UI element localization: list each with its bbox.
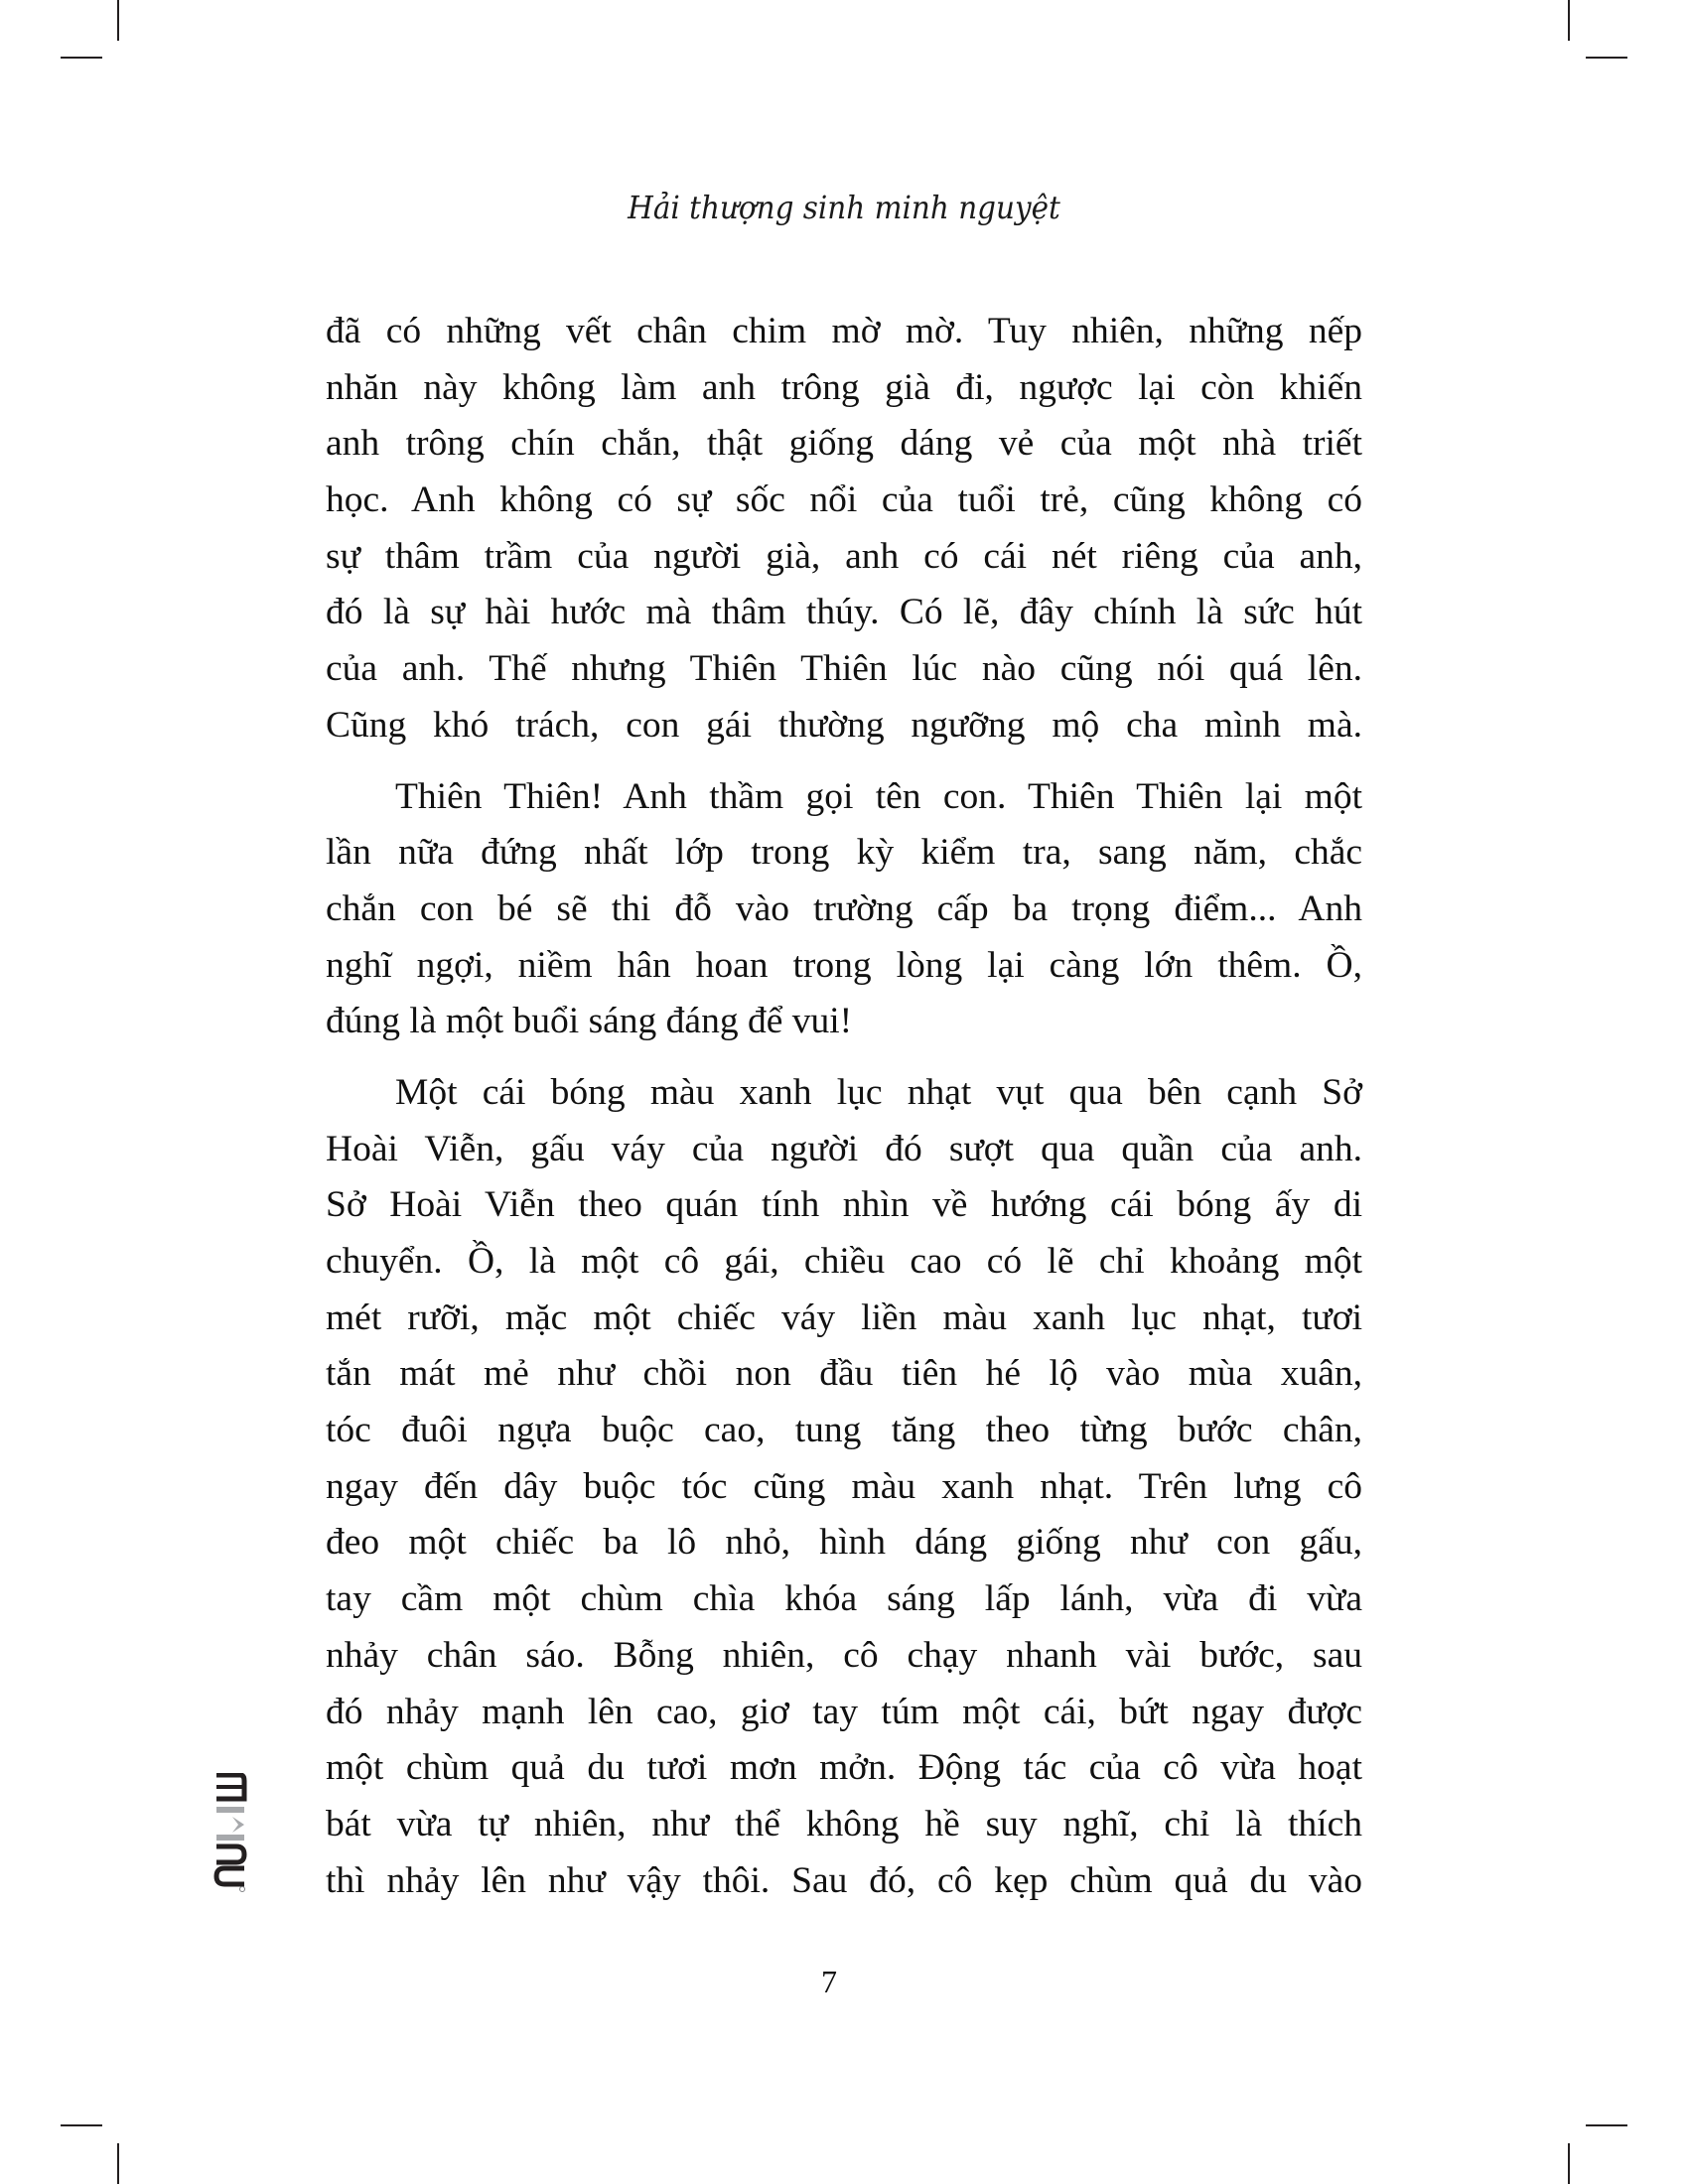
text-line: Cũng khó trách, con gái thường ngưỡng mộ cha mình mà. xyxy=(326,704,1362,746)
text-line: bát vừa tự nhiên, như thể không hề suy nghĩ, chỉ là thích xyxy=(326,1803,1362,1844)
text-line: ngay đến dây buộc tóc cũng màu xanh nhạt. Trên lưng cô xyxy=(326,1465,1362,1507)
text-line: nhăn này không làm anh trông già đi, ngược lại còn khiến xyxy=(326,366,1362,408)
paragraph xyxy=(326,304,1362,754)
text-line: một chùm quả du tươi mơn mởn. Động tác của cô vừa hoạt xyxy=(326,1747,1362,1789)
text-line: đó nhảy mạnh lên cao, giơ tay túm một cái, bứt ngay được xyxy=(326,1691,1362,1732)
text-line: đúng là một buổi sáng đáng để vui! xyxy=(326,1001,853,1042)
text-line: tóc đuôi ngựa buộc cao, tung tăng theo từng bước chân, xyxy=(326,1410,1362,1451)
text-line: chắn con bé sẽ thi đỗ vào trường cấp ba trọng điểm... Anh xyxy=(326,887,1362,929)
crop-mark-top-right-horizontal xyxy=(1586,57,1627,59)
crop-mark-bottom-right-horizontal xyxy=(1586,2124,1627,2126)
paragraph xyxy=(326,1065,1362,1909)
text-line: đeo một chiếc ba lô nhỏ, hình dáng giống như con gấu, xyxy=(326,1522,1362,1564)
body-text xyxy=(326,304,1362,1924)
text-line: tay cầm một chùm chìa khóa sáng lấp lánh, vừa đi vừa xyxy=(326,1578,1362,1620)
crop-mark-bottom-left-vertical xyxy=(117,2143,119,2184)
crop-mark-bottom-right-vertical xyxy=(1568,2143,1570,2184)
crop-mark-top-left-vertical xyxy=(117,0,119,41)
amun-logo-icon xyxy=(212,1773,248,1892)
crop-mark-top-right-vertical xyxy=(1568,0,1570,41)
crop-mark-top-left-horizontal xyxy=(61,57,102,59)
text-line: Một cái bóng màu xanh lục nhạt vụt qua bên cạnh Sở xyxy=(395,1071,1362,1113)
crop-mark-bottom-left-horizontal xyxy=(61,2124,102,2126)
text-line: Sở Hoài Viễn theo quán tính nhìn về hướng cái bóng ấy di xyxy=(326,1184,1362,1226)
text-line: Thiên Thiên! Anh thầm gọi tên con. Thiên Thiên lại một xyxy=(395,775,1362,817)
text-line: sự thâm trầm của người già, anh có cái nét riêng của anh, xyxy=(326,535,1362,577)
text-line: học. Anh không có sự sốc nổi của tuổi trẻ, cũng không có xyxy=(326,479,1362,521)
text-line: Hoài Viễn, gấu váy của người đó sượt qua quần của anh. xyxy=(326,1128,1362,1169)
text-line: nghĩ ngợi, niềm hân hoan trong lòng lại càng lớn thêm. Ồ, xyxy=(326,944,1362,986)
text-line: chuyển. Ồ, là một cô gái, chiều cao có lẽ chỉ khoảng một xyxy=(326,1241,1362,1282)
running-head: Hải thượng sinh minh nguyệt xyxy=(628,189,1060,226)
text-line: của anh. Thế nhưng Thiên Thiên lúc nào cũng nói quá lên. xyxy=(326,648,1362,690)
page-number: 7 xyxy=(821,1964,837,1999)
text-line: mét rưỡi, mặc một chiếc váy liền màu xanh lục nhạt, tươi xyxy=(326,1297,1362,1338)
paragraph xyxy=(326,769,1362,1050)
text-line: đó là sự hài hước mà thâm thúy. Có lẽ, đây chính là sức hút xyxy=(326,592,1362,633)
text-line: thì nhảy lên như vậy thôi. Sau đó, cô kẹp chùm quả du vào xyxy=(326,1859,1362,1901)
text-line: anh trông chín chắn, thật giống dáng vẻ của một nhà triết xyxy=(326,423,1362,465)
text-line: tắn mát mẻ như chồi non đầu tiên hé lộ vào mùa xuân, xyxy=(326,1353,1362,1395)
text-line: nhảy chân sáo. Bỗng nhiên, cô chạy nhanh vài bước, sau xyxy=(326,1634,1362,1676)
text-line: đã có những vết chân chim mờ mờ. Tuy nhiên, những nếp xyxy=(326,311,1362,351)
text-line: lần nữa đứng nhất lớp trong kỳ kiểm tra, sang năm, chắc xyxy=(326,832,1362,874)
